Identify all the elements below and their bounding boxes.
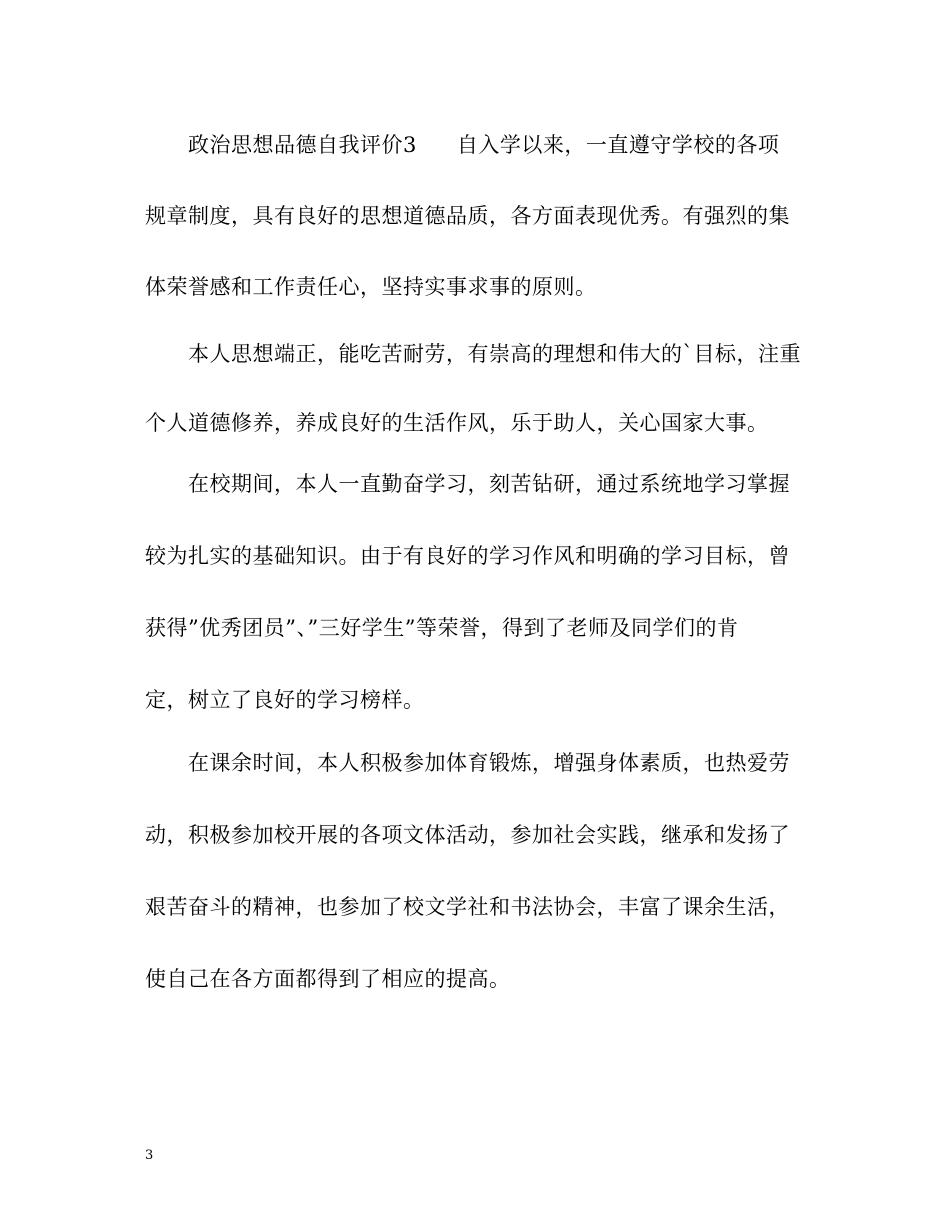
paragraph-1-text: 自入学以来，一直遵守学校的各项	[456, 133, 780, 157]
paragraph-3-line-2: 较为扎实的基础知识。由于有良好的学习作风和明确的学习目标，曾	[145, 544, 790, 568]
paragraph-3-line-1: 在校期间，本人一直勤奋学习，刻苦钻研，通过系统地学习掌握	[188, 472, 790, 496]
paragraph-4-line-1: 在课余时间，本人积极参加体育锻炼，增强身体素质，也热爱劳	[188, 751, 790, 775]
paragraph-4-line-3: 艰苦奋斗的精神，也参加了校文学社和书法协会，丰富了课余生活，	[145, 895, 790, 919]
page-number: 3	[145, 1148, 154, 1163]
document-title: 政治思想品德自我评价3	[188, 133, 417, 157]
paragraph-3-line-3: 获得”优秀团员”、”三好学生”等荣誉，得到了老师及同学们的肯	[145, 616, 739, 640]
paragraph-4-line-2: 动，积极参加校开展的各项文体活动，参加社会实践，继承和发扬了	[145, 823, 790, 847]
paragraph-2-line-2: 个人道德修养，养成良好的生活作风，乐于助人，关心国家大事。	[145, 411, 769, 435]
paragraph-1-line-1	[188, 131, 779, 159]
paragraph-1-line-3: 体荣誉感和工作责任心，坚持实事求事的原则。	[145, 275, 597, 299]
paragraph-1-line-2: 规章制度，具有良好的思想道德品质，各方面表现优秀。有强烈的集	[145, 204, 790, 228]
paragraph-4-line-4: 使自己在各方面都得到了相应的提高。	[145, 967, 511, 991]
paragraph-2-line-1: 本人思想端正，能吃苦耐劳，有崇高的理想和伟大的`目标，注重	[188, 342, 801, 366]
paragraph-3-line-4: 定，树立了良好的学习榜样。	[145, 688, 425, 712]
